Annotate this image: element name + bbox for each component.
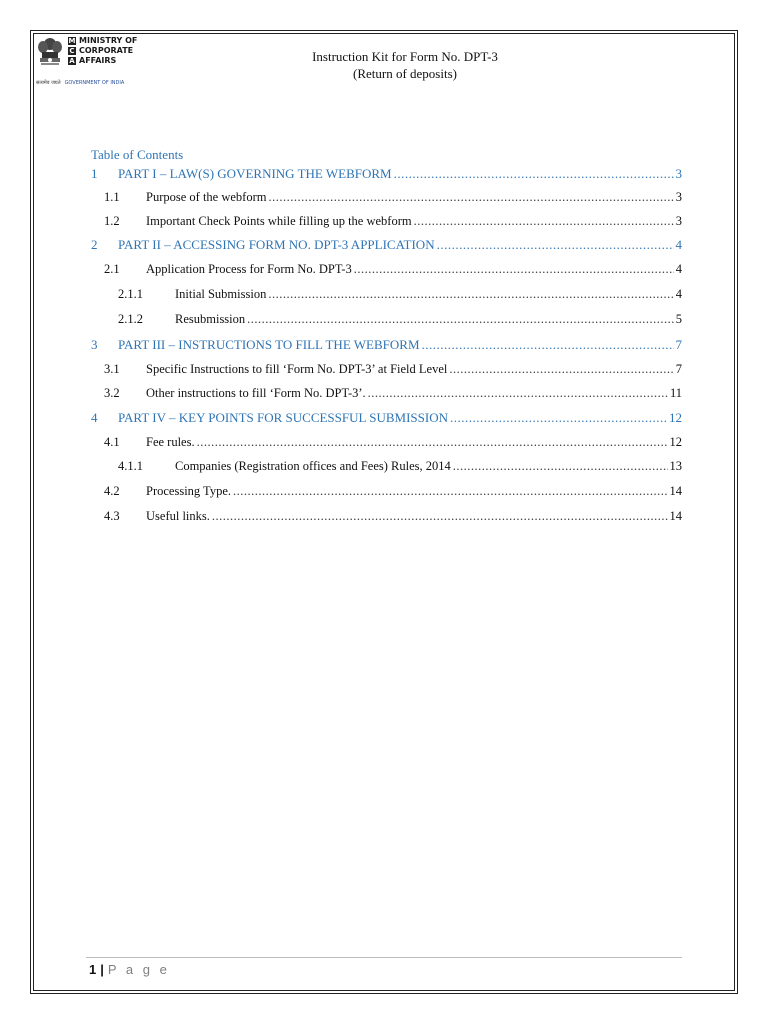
toc-entry-number: 3.1: [104, 362, 120, 376]
toc-entry-page: 14: [669, 509, 682, 523]
toc-entry-title: Application Process for Form No. DPT-3: [146, 262, 352, 276]
logo-letter-a: A: [69, 57, 75, 65]
toc-entry-number: 2.1.1: [118, 287, 143, 301]
toc-entry-page: 14: [669, 484, 682, 498]
toc-entry-page: 4: [675, 237, 682, 252]
toc-entry-title: Purpose of the webform: [146, 190, 267, 204]
toc-entry[interactable]: [104, 484, 682, 499]
footer-page-number: 1: [89, 962, 97, 977]
footer-divider: [86, 957, 682, 958]
toc-entry-page: 3: [675, 214, 682, 228]
toc-entry-number: 2: [91, 237, 98, 252]
toc-entry-title: Fee rules.: [146, 435, 195, 449]
toc-entry-number: 4.3: [104, 509, 120, 523]
toc-dot-leader: [422, 337, 674, 353]
toc-entry-title: Useful links.: [146, 509, 210, 523]
toc-entry-page: 4: [675, 287, 682, 301]
toc-entry[interactable]: [91, 337, 682, 353]
toc-entry[interactable]: [118, 312, 682, 327]
toc-entry-number: 4: [91, 410, 98, 425]
footer-page-word: P a g e: [107, 962, 170, 977]
toc-entry-number: 4.1.1: [118, 459, 143, 473]
toc-entry-number: 4.1: [104, 435, 120, 449]
toc-entry-number: 4.2: [104, 484, 120, 498]
header-title-line1: Instruction Kit for Form No. DPT-3: [312, 49, 498, 64]
toc-entry-number: 2.1.2: [118, 312, 143, 326]
toc-entry-title: PART III – INSTRUCTIONS TO FILL THE WEBFORM: [118, 337, 420, 352]
toc-entry-title: PART IV – KEY POINTS FOR SUCCESSFUL SUBMISSION: [118, 410, 448, 425]
toc-entry-title: Specific Instructions to fill ‘Form No. DPT-3’ at Field Level: [146, 362, 448, 376]
toc-entry-page: 3: [675, 190, 682, 204]
toc-entry-page: 7: [675, 362, 682, 376]
toc-entry-title: Other instructions to fill ‘Form No. DPT-3’.: [146, 386, 366, 400]
header-title-line2: (Return of deposits): [353, 66, 457, 81]
toc-entry[interactable]: [104, 362, 682, 377]
toc-entry[interactable]: [91, 410, 682, 426]
toc-dot-leader: [268, 190, 673, 205]
toc-entry-number: 3: [91, 337, 98, 352]
toc-dot-leader: [247, 312, 674, 327]
toc-dot-leader: [453, 459, 668, 474]
toc-dot-leader: [437, 237, 674, 253]
toc-entry-number: 1.1: [104, 190, 120, 204]
toc-entry-page: 4: [675, 262, 682, 276]
toc-dot-leader: [268, 287, 673, 302]
document-header: [0, 48, 770, 82]
toc-entry-page: 12: [669, 435, 682, 449]
toc-dot-leader: [449, 362, 673, 377]
toc-heading: Table of Contents: [91, 147, 184, 162]
toc-entry[interactable]: [104, 509, 682, 524]
toc-entry-title: PART I – LAW(S) GOVERNING THE WEBFORM: [118, 166, 392, 181]
toc-dot-leader: [394, 166, 674, 182]
toc-entry[interactable]: [118, 459, 682, 474]
toc-entry-title: PART II – ACCESSING FORM NO. DPT-3 APPLICATION: [118, 237, 435, 252]
toc-entry-number: 2.1: [104, 262, 120, 276]
page-footer: [89, 962, 170, 977]
logo-line-3: AFFAIRS: [79, 56, 117, 65]
toc-dot-leader: [368, 386, 668, 401]
footer-separator: |: [100, 962, 104, 977]
toc-entry-number: 1: [91, 166, 98, 181]
logo-letter-m: M: [68, 37, 76, 45]
toc-entry[interactable]: [104, 214, 682, 229]
logo-line-1: MINISTRY OF: [79, 36, 138, 45]
toc-entry-page: 12: [669, 410, 682, 425]
toc-entry-number: 1.2: [104, 214, 120, 228]
toc-entry[interactable]: [91, 237, 682, 253]
toc-entry-title: Companies (Registration offices and Fees) Rules, 2014: [175, 459, 451, 473]
toc-entry[interactable]: [104, 262, 682, 277]
toc-entry-title: Resubmission: [175, 312, 246, 326]
toc-entry[interactable]: [104, 386, 682, 401]
logo-government: GOVERNMENT OF INDIA: [64, 80, 125, 86]
toc-entry[interactable]: [91, 166, 682, 182]
toc-entry-number: 3.2: [104, 386, 120, 400]
logo-motto: सत्यमेव जयते: [36, 80, 61, 86]
toc-dot-leader: [354, 262, 674, 277]
toc-entry-page: 11: [669, 386, 682, 400]
toc-entry-title: Processing Type.: [146, 484, 231, 498]
toc-entry[interactable]: [118, 287, 682, 302]
toc-dot-leader: [212, 509, 668, 524]
toc-entry-page: 5: [675, 312, 682, 326]
toc-dot-leader: [414, 214, 674, 229]
toc-dot-leader: [197, 435, 668, 450]
toc-entry-page: 7: [675, 337, 682, 352]
toc-entry-title: Important Check Points while filling up the webform: [146, 214, 412, 228]
toc-entry-page: 13: [669, 459, 682, 473]
logo-letter-c: C: [69, 47, 75, 55]
toc-entry[interactable]: [104, 190, 682, 205]
toc-entry-page: 3: [675, 166, 682, 181]
toc-dot-leader: [450, 410, 667, 426]
toc-entry[interactable]: [104, 435, 682, 450]
toc-dot-leader: [233, 484, 668, 499]
toc-entry-title: Initial Submission: [175, 287, 267, 301]
logo-line-2: CORPORATE: [79, 46, 134, 55]
